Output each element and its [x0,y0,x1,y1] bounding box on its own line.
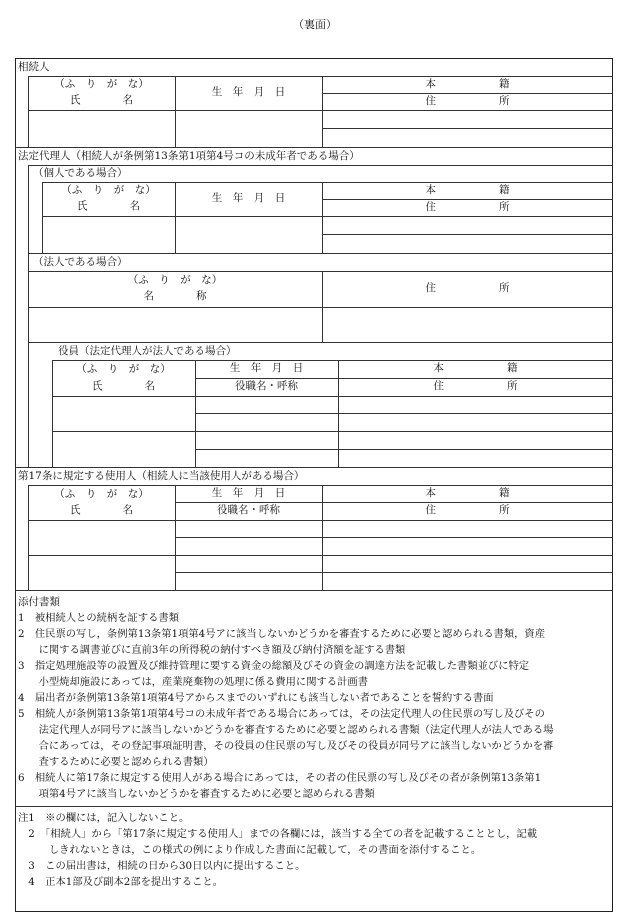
heir-section-title: 相続人 [18,61,50,73]
page-heading: （裏面） [293,18,337,31]
employee-row-line [175,502,613,503]
employee-col-honseki: 本 籍 [425,487,510,499]
heir-col-name: 氏 名 [70,94,133,106]
attachment-line: 合にあっては，その登記事項証明書，その役員の住民票の写し及びその役員が同号アに該当しないかどうかを審 [18,740,554,752]
officers-row-line [195,378,613,379]
officers-row-line [195,413,613,414]
employee-col-position: 役職名・呼称 [217,504,280,516]
employee-header-bottom [28,520,613,521]
individual-col-honseki: 本 籍 [425,184,510,196]
employee-col-address: 住 所 [425,504,510,516]
officers-row-line [195,449,613,450]
attachment-line: に関する調書並びに直前3年の所得税の納付すべき額及び納付済額を証する書類 [18,644,406,656]
attachment-line: 項第4号アに該当しないかどうかを審査するために必要と認められる書類 [18,788,375,800]
employee-table-top [28,485,613,486]
heir-header-bottom [28,110,613,111]
employee-row-line [175,572,613,573]
attachment-line: 6 相続人に第17条に規定する使用人がある場合にあっては，その者の住民票の写し及びその者が条例第13条第1 [18,772,542,784]
heir-col-birth: 生 年 月 日 [211,86,286,98]
legal-rep-top [28,165,613,166]
corporate-col-address: 住 所 [425,282,510,294]
officers-col-honseki: 本 籍 [433,362,518,374]
individual-col-address: 住 所 [425,201,510,213]
individual-bottom [28,253,613,254]
individual-header-bottom [42,216,613,217]
attachment-line: 3 指定処理施設等の設置及び維持管理に要する資金の総額及びその資金の調達方法を記載した書類並びに特定 [18,660,530,672]
heir-col-kana: （ふ り が な） [54,78,149,90]
employee-col-name: 氏 名 [70,504,133,516]
corporate-col-name: 名 称 [143,290,207,302]
individual-col-kana: （ふ り が な） [61,184,156,196]
officers-table-top [52,360,613,361]
individual-col-name: 氏 名 [77,200,140,212]
individual-title: （個人である場合） [33,167,128,179]
officers-col-position: 役職名・呼称 [235,380,298,392]
note-line: 注1 ※の欄には，記入しないこと。 [18,812,190,824]
legal-rep-bottom [15,467,613,468]
officers-title: 役員（法定代理人が法人である場合） [58,345,237,357]
officers-col-address: 住 所 [433,380,518,392]
corporate-title: （法人である場合） [33,256,128,268]
employee-col-kana: （ふ り が な） [54,488,149,500]
officers-col-name: 氏 名 [92,380,155,392]
attachment-line: 4 届出者が条例第13条第1項第4号アからスまでのいずれにも該当しない者であることを誓約する書面 [18,692,494,704]
attachment-line: 査するために必要と認められる書類） [18,756,214,768]
heir-col-honseki: 本 籍 [425,78,510,90]
corporate-header-bottom [28,307,613,308]
attachment-line: 2 住民票の写し，条例第13条第1項第4号アに該当しないかどうかを審査するために必要と認められる書類，資産 [18,628,546,640]
note-line: 2 「相続人」から「第17条に規定する使用人」までの各欄には，該当する全ての者を記載することとし，記載 [18,828,538,840]
heir-table-top [28,76,613,77]
attachments-title: 添付書類 [18,596,60,608]
heir-row-line [322,93,613,94]
note-line: しきれないときは，この様式の例により作成した書面に記載して，その書面を添付すること。 [18,844,482,856]
officers-header-bottom [52,396,613,397]
corporate-col-kana: （ふ り が な） [127,274,223,286]
employee-section-title: 第17条に規定する使用人（相続人に当該使用人がある場合） [18,470,305,482]
attachment-line: 法定代理人が同号アに該当しないかどうかを審査するために必要と認められる書類（法定代理人が法人である場 [18,724,554,736]
attachment-line: 小型焼却施設にあっては，産業廃棄物の処理に係る費用に関する計画書 [18,676,368,688]
individual-row-line [322,234,613,235]
heir-section-bottom [15,147,613,148]
individual-col-birth: 生 年 月 日 [211,192,286,204]
employee-col-birth: 生 年 月 日 [211,487,286,499]
employee-row-line [175,537,613,538]
corporate-table-top [28,271,613,272]
officers-col-birth: 生 年 月 日 [229,362,304,374]
employee-section-bottom [15,590,613,591]
legal-rep-indent-line [28,165,29,467]
legal-rep-section-title: 法定代理人（相続人が条例第13条第1項第4号コの未成年者である場合） [18,150,360,162]
note-line: 4 正本1部及び副本2部を提出すること。 [18,876,223,888]
note-line: 3 この届出書は，相続の日から30日以内に提出すること。 [18,860,306,872]
heir-row-line [322,128,613,129]
officers-row-line [52,431,613,432]
corporate-bottom [28,342,613,343]
individual-row-line [322,199,613,200]
individual-table-top [42,182,613,183]
attachment-line: 1 被相続人との続柄を証する書類 [18,612,180,624]
attachment-line: 5 相続人が条例第13条第1項第4号コの未成年者である場合にあっては，その法定代理人の住民票の写し及びその [18,708,545,720]
officers-col-kana: （ふ り が な） [76,363,171,375]
heir-col-address: 住 所 [425,95,510,107]
attachments-bottom [15,806,613,807]
employee-row-line [28,555,613,556]
